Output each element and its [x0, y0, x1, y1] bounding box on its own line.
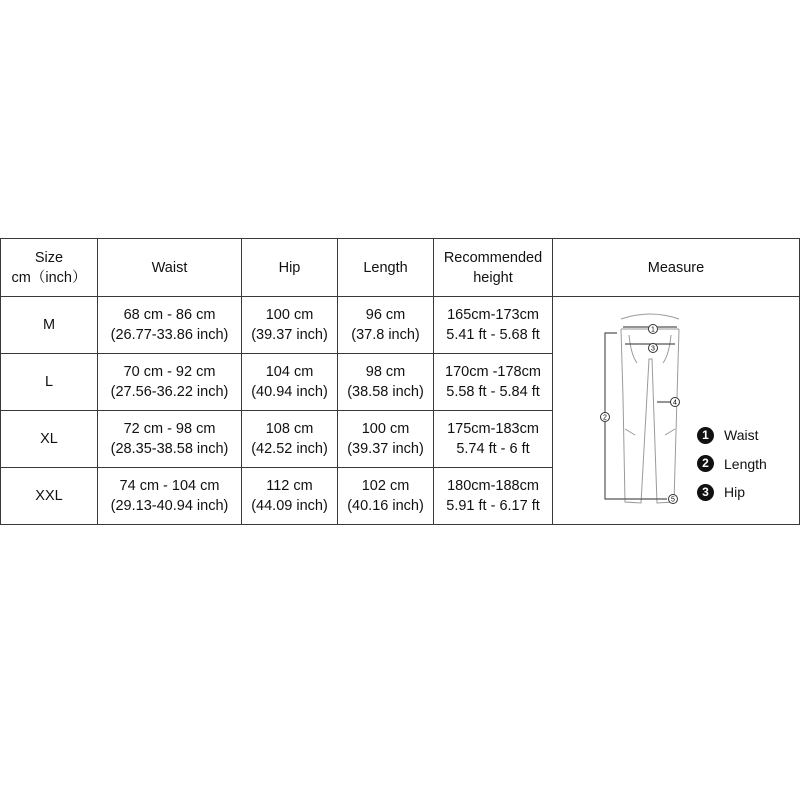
right-knee	[665, 429, 675, 435]
number-1-icon: 1	[697, 427, 714, 444]
svg-text:3: 3	[651, 345, 655, 353]
marker-4-icon	[671, 398, 680, 407]
svg-text:2: 2	[603, 414, 607, 422]
svg-text:5: 5	[671, 496, 675, 504]
length-measure-line	[605, 333, 667, 499]
hip-cell: 112 cm (44.09 inch)	[242, 468, 338, 525]
waist-cell: 72 cm - 98 cm (28.35-38.58 inch)	[98, 411, 242, 468]
waist-cell: 74 cm - 104 cm (29.13-40.94 inch)	[98, 468, 242, 525]
legend-item-hip	[697, 478, 767, 507]
length-cell: 96 cm (37.8 inch)	[338, 297, 434, 354]
legend-label: Length	[724, 455, 767, 472]
waist-cell: 70 cm - 92 cm (27.56-36.22 inch)	[98, 354, 242, 411]
legend-label: Waist	[724, 427, 759, 443]
marker-1-icon	[649, 325, 658, 334]
height-cell: 175cm-183cm 5.74 ft - 6 ft	[434, 411, 553, 468]
height-cell: 180cm-188cm 5.91 ft - 6.17 ft	[434, 468, 553, 525]
number-3-icon: 3	[697, 484, 714, 501]
left-knee	[625, 429, 635, 435]
svg-text:4: 4	[673, 399, 677, 407]
diagram-markers	[601, 325, 680, 504]
length-cell: 100 cm (39.37 inch)	[338, 411, 434, 468]
hip-cell: 104 cm (40.94 inch)	[242, 354, 338, 411]
svg-text:1: 1	[651, 326, 655, 334]
header-measure: Measure	[553, 239, 800, 297]
legend-item-length	[697, 450, 767, 479]
waist-cell: 68 cm - 86 cm (26.77-33.86 inch)	[98, 297, 242, 354]
length-cell: 102 cm (40.16 inch)	[338, 468, 434, 525]
marker-5-icon	[669, 495, 678, 504]
hip-cell: 108 cm (42.52 inch)	[242, 411, 338, 468]
size-cell: XXL	[1, 468, 98, 525]
legend-item-waist	[697, 421, 767, 450]
marker-2-icon	[601, 413, 610, 422]
marker-3-icon	[649, 344, 658, 353]
header-length: Length	[338, 239, 434, 297]
height-cell: 170cm -178cm 5.58 ft - 5.84 ft	[434, 354, 553, 411]
pants-outline	[621, 326, 679, 503]
table-row	[1, 297, 800, 354]
left-pocket	[629, 335, 637, 363]
size-cell: L	[1, 354, 98, 411]
legend-label: Hip	[724, 484, 746, 500]
size-cell: XL	[1, 411, 98, 468]
header-recommended-height: Recommended height	[434, 239, 553, 297]
length-cell: 98 cm (38.58 inch)	[338, 354, 434, 411]
height-cell: 165cm-173cm 5.41 ft - 5.68 ft	[434, 297, 553, 354]
header-hip: Hip	[242, 239, 338, 297]
measure-cell	[553, 297, 800, 525]
size-chart-table	[0, 238, 800, 525]
number-2-icon: 2	[697, 455, 714, 472]
hip-cell: 100 cm (39.37 inch)	[242, 297, 338, 354]
size-cell: M	[1, 297, 98, 354]
header-row	[1, 239, 800, 297]
header-waist: Waist	[98, 239, 242, 297]
measure-legend	[697, 421, 767, 507]
waistband-outline	[621, 314, 679, 319]
right-pocket	[663, 335, 671, 363]
header-size: Size cm（inch）	[1, 239, 98, 297]
